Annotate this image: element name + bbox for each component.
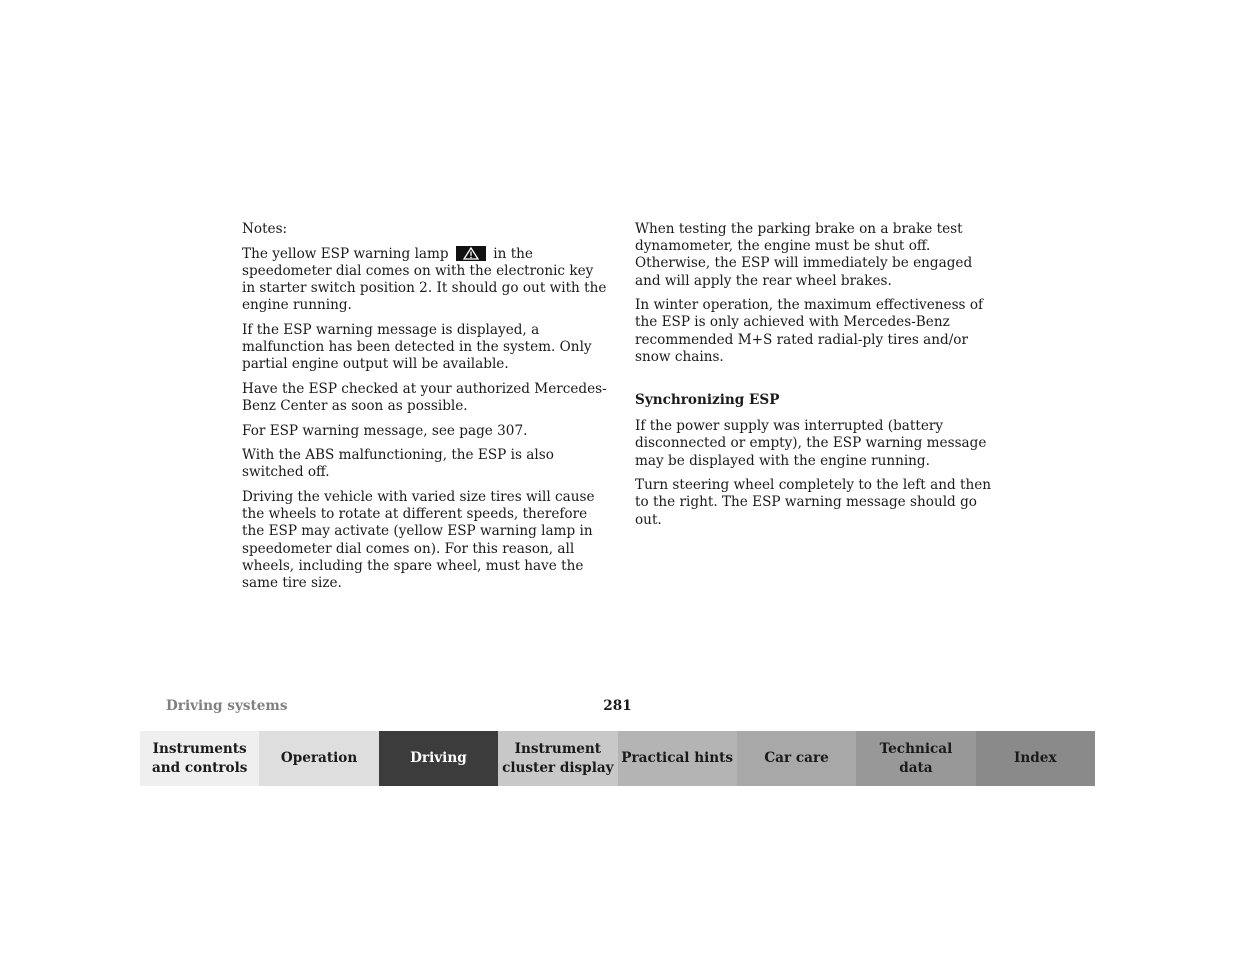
tab-driving[interactable]: Driving — [379, 731, 498, 786]
paragraph-abs: With the ABS malfunctioning, the ESP is also switched off. — [242, 447, 554, 481]
right-column — [635, 221, 1000, 536]
tab-technical-data[interactable]: Technical data — [856, 731, 975, 786]
tab-index[interactable]: Index — [976, 731, 1095, 786]
notes-heading: Notes: — [242, 221, 288, 237]
paragraph-tires: Driving the vehicle with varied size tires will cause the wheels to rotate at different speeds, therefore the ESP may activate (yellow ESP warning lamp in speedometer dial comes on). For this reason, all wheels, including the spare wheel, must have the same tire size. — [242, 488, 595, 591]
paragraph-text: in the speedometer dial comes on with the electronic key in starter switch position 2. It should go out with the engine running. — [242, 245, 607, 314]
tab-car-care[interactable]: Car care — [737, 731, 856, 786]
paragraph-warning-lamp — [242, 246, 607, 315]
paragraph-brake-test: When testing the parking brake on a brake test dynamometer, the engine must be shut off. Otherwise, the ESP will immediately be engaged and will apply the rear wheel brakes. — [635, 221, 973, 289]
tab-instruments-and-controls[interactable]: Instruments and controls — [140, 731, 259, 786]
warning-triangle-icon — [456, 246, 486, 261]
chapter-navigation — [140, 731, 1095, 786]
tab-practical-hints[interactable]: Practical hints — [618, 731, 737, 786]
left-column — [242, 221, 607, 600]
paragraph-winter: In winter operation, the maximum effectiveness of the ESP is only achieved with Mercedes-Benz recommended M+S rated radial-ply tires and/or snow chains. — [635, 297, 984, 365]
paragraph-steering: Turn steering wheel completely to the left and then to the right. The ESP warning message should go out. — [635, 477, 991, 528]
paragraph-malfunction: If the ESP warning message is displayed, a malfunction has been detected in the system. Only partial engine output will be available. — [242, 321, 592, 373]
paragraph-text: The yellow ESP warning lamp — [242, 245, 449, 262]
paragraph-power-supply: If the power supply was interrupted (battery disconnected or empty), the ESP warning message may be displayed with the engine running. — [635, 418, 987, 469]
paragraph-service: Have the ESP checked at your authorized Mercedes-Benz Center as soon as possible. — [242, 380, 607, 414]
paragraph-reference: For ESP warning message, see page 307. — [242, 422, 528, 439]
section-heading: Synchronizing ESP — [635, 392, 780, 409]
tab-operation[interactable]: Operation — [259, 731, 378, 786]
tab-instrument-cluster-display[interactable]: Instrument cluster display — [498, 731, 617, 786]
footer-section-title: Driving systems — [166, 698, 288, 714]
page-number: 281 — [603, 698, 632, 714]
